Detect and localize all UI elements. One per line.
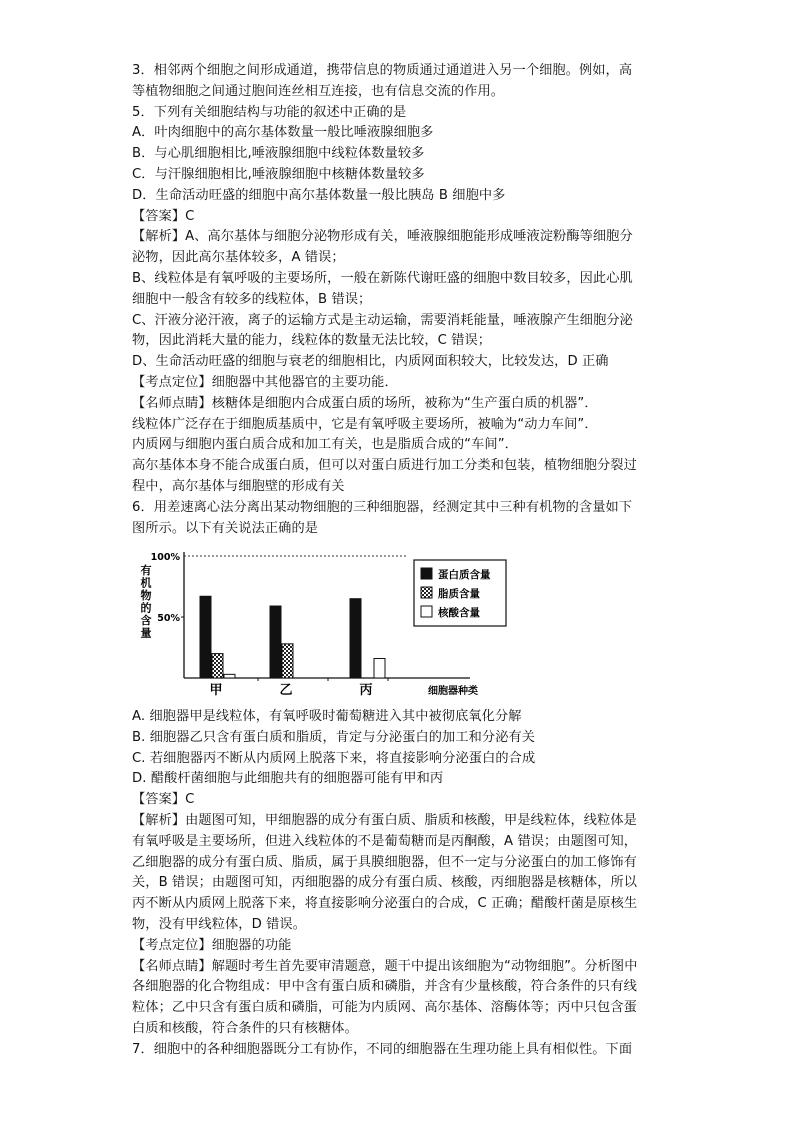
organelle-composition-chart — [132, 548, 512, 698]
text-line: 细胞中一般含有较多的线粒体，B 错误； — [132, 291, 372, 307]
y-axis-label-char: 有 — [140, 564, 152, 577]
legend-label: 脂质含量 — [438, 588, 480, 600]
legend-swatch — [421, 587, 432, 598]
bar — [350, 599, 361, 678]
text-line: D、生命活动旺盛的细胞与衰老的细胞相比，内质网面积较大，比较发达，D 正确 — [132, 354, 609, 370]
text-line: 【答案】C — [132, 208, 195, 224]
text-line: 【名师点睛】核糖体是细胞内合成蛋白质的场所，被称为“生产蛋白质的机器”． — [132, 395, 598, 411]
text-line: B、线粒体是有氧呼吸的主要场所，一般在新陈代谢旺盛的细胞中数目较多，因此心肌 — [132, 271, 633, 286]
legend-label: 核酸含量 — [438, 607, 480, 619]
text-line: 等植物细胞之间通过胞间连丝相互连接，也有信息交流的作用。 — [132, 83, 505, 99]
text-line: 粒体；乙中只含有蛋白质和磷脂，可能为内质网、高尔基体、溶酶体等；丙中只包含蛋 — [132, 1000, 637, 1016]
text-line: C、汗液分泌汗液，离子的运输方式是主动运输，需要消耗能量，唾液腺产生细胞分泌 — [132, 312, 633, 328]
text-line: A．叶肉细胞中的高尔基体数量一般比唾液腺细胞多 — [132, 125, 434, 141]
text-line: 关，B 错误；由题图可知，丙细胞器的成分有蛋白质、核酸，丙细胞器是核糖体，所以 — [132, 875, 638, 891]
text-line: 各细胞器的化合物组成：甲中含有蛋白质和磷脂，并含有少量核酸，符合条件的只有线 — [132, 979, 637, 995]
text-line: 3．相邻两个细胞之间形成通道，携带信息的物质通过通道进入另一个细胞。例如，高 — [132, 63, 633, 78]
text-line: 线粒体广泛存在于细胞质基质中，它是有氧呼吸主要场所，被喻为“动力车间”． — [132, 416, 598, 432]
text-line: B．与心肌细胞相比,唾液腺细胞中线粒体数量较多 — [132, 146, 425, 162]
y-tick-label: 100% — [150, 552, 180, 563]
text-line: 5．下列有关细胞结构与功能的叙述中正确的是 — [132, 104, 407, 120]
bar — [282, 644, 293, 678]
text-line: 【解析】A、高尔基体与细胞分泌物形成有关，唾液腺细胞能形成唾液淀粉酶等细胞分 — [132, 229, 633, 245]
text-line: 物，因此消耗大量的能力，线粒体的数量无法比较，C 错误； — [132, 333, 492, 349]
text-line: 【答案】C — [132, 792, 195, 808]
text-line: 乙细胞器的成分有蛋白质、脂质，属于具膜细胞器，但不一定与分泌蛋白的加工修饰有 — [132, 854, 637, 870]
y-axis-label-char: 含 — [140, 614, 152, 627]
y-axis-label-char: 量 — [140, 626, 152, 640]
text-line: 高尔基体本身不能合成蛋白质，但可以对蛋白质进行加工分类和包装，植物细胞分裂过 — [132, 458, 637, 474]
text-line: 有氧呼吸是主要场所，但进入线粒体的不是葡萄糖而是丙酮酸，A 错误；由题图可知， — [132, 833, 638, 849]
legend-swatch — [421, 606, 432, 617]
text-line: 【考点定位】细胞器的功能 — [132, 937, 292, 953]
text-line: C. 若细胞器丙不断从内质网上脱落下来，将直接影响分泌蛋白的合成 — [132, 750, 536, 766]
text-line: B. 细胞器乙只含有蛋白质和脂质，肯定与分泌蛋白的加工和分泌有关 — [132, 729, 536, 745]
bar — [200, 596, 211, 678]
text-line: 【考点定位】细胞器中其他器官的主要功能． — [132, 375, 398, 390]
y-axis-label-char: 物 — [140, 589, 152, 602]
text-line: 6．用差速离心法分离出某动物细胞的三种细胞器，经测定其中三种有机物的含量如下 — [132, 499, 633, 515]
text-line: D. 醋酸杆菌细胞与此细胞共有的细胞器可能有甲和丙 — [132, 771, 444, 787]
legend-swatch — [421, 568, 432, 579]
text-line: 泌物，因此高尔基体较多，A 错误； — [132, 250, 345, 266]
bar — [374, 658, 385, 678]
bar — [224, 674, 235, 678]
y-axis-label-char: 的 — [140, 601, 152, 615]
x-category-label: 乙 — [279, 683, 293, 698]
y-axis-label-char: 机 — [140, 576, 152, 590]
text-line: 内质网与细胞内蛋白质合成和加工有关，也是脂质合成的“车间”． — [132, 437, 518, 453]
x-axis-label: 细胞器种类 — [428, 686, 478, 697]
text-line: D．生命活动旺盛的细胞中高尔基体数量一般比胰岛 B 细胞中多 — [132, 187, 506, 203]
x-category-label: 丙 — [359, 683, 373, 698]
text-line: 白质和核酸，符合条件的只有核糖体。 — [132, 1021, 358, 1036]
text-line: 图所示。以下有关说法正确的是 — [132, 520, 319, 536]
legend-label: 蛋白质含量 — [438, 569, 491, 581]
text-line: 物，没有甲线粒体，D 错误。 — [132, 917, 306, 932]
bar — [212, 654, 223, 678]
text-line: 【名师点睛】解题时考生首先要审清题意，题干中提出该细胞为“动物细胞”。分析图中 — [132, 958, 638, 974]
text-line: 7．细胞中的各种细胞器既分工有协作，不同的细胞器在生理功能上具有相似性。下面 — [132, 1041, 633, 1057]
text-line: C．与汗腺细胞相比,唾液腺细胞中核糖体数量较多 — [132, 167, 425, 182]
text-line: A. 细胞器甲是线粒体，有氧呼吸时葡萄糖进入其中被彻底氧化分解 — [132, 709, 522, 724]
y-tick-label: 50% — [157, 613, 180, 624]
x-category-label: 甲 — [209, 683, 223, 698]
bar — [270, 606, 281, 678]
text-line: 【解析】由题图可知，甲细胞器的成分有蛋白质、脂质和核酸，甲是线粒体，线粒体是 — [132, 813, 637, 828]
text-line: 丙不断从内质网上脱落下来，将直接影响分泌蛋白的合成，C 正确；醋酸杆菌是原核生 — [132, 896, 638, 912]
text-line: 程中，高尔基体与细胞壁的形成有关 — [132, 479, 345, 494]
